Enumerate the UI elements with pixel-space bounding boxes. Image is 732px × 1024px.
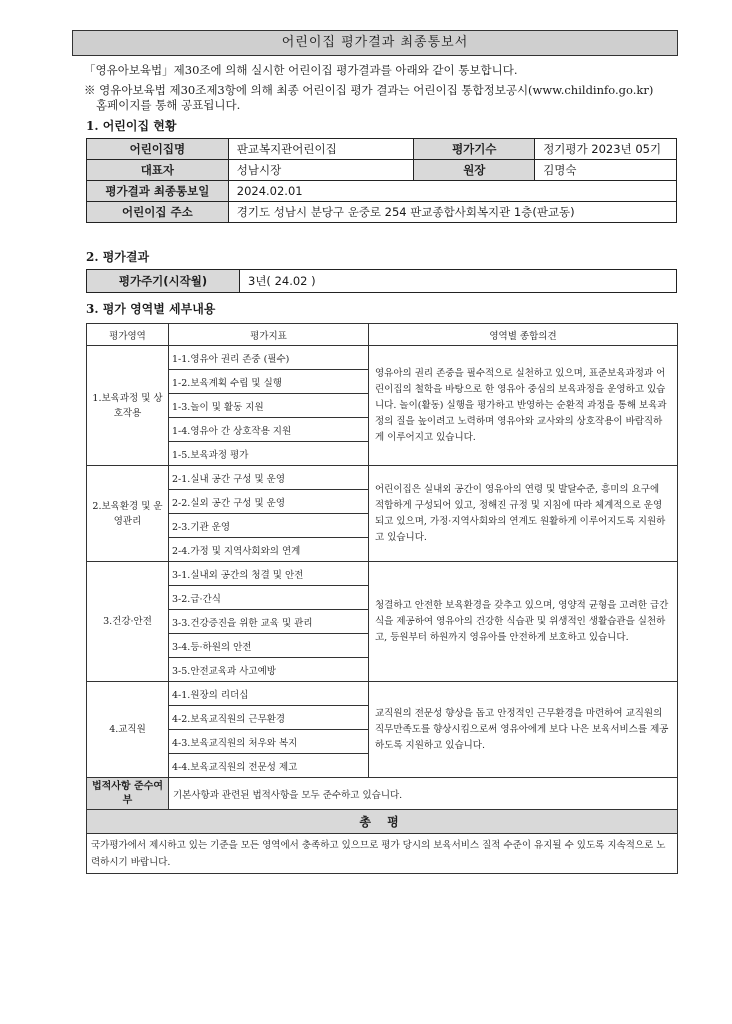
header-area: 평가영역 xyxy=(87,324,169,346)
area-opinion: 교직원의 전문성 향상을 돕고 안정적인 근무환경을 마련하여 교직원의 직무만족도를 향상시킴으로써 영유아에게 보다 나은 보육서비스를 제공하도록 지원하고 있습니다. xyxy=(369,682,678,778)
value-representative: 성남시장 xyxy=(228,160,414,181)
area-name: 3.건강·안전 xyxy=(87,562,169,682)
eval-cycle-table xyxy=(86,269,677,293)
indicator-item: 3-4.등·하원의 안전 xyxy=(169,634,369,658)
label-eval-cycle: 평가주기(시작월) xyxy=(87,270,240,293)
indicator-item: 4-3.보육교직원의 처우와 복지 xyxy=(169,730,369,754)
indicator-item: 4-4.보육교직원의 전문성 제고 xyxy=(169,754,369,778)
indicator-item: 1-5.보육과정 평가 xyxy=(169,442,369,466)
value-eval-cycle: 3년( 24.02 ) xyxy=(240,270,677,293)
area-name: 1.보육과정 및 상호작용 xyxy=(87,346,169,466)
document-title: 어린이집 평가결과 최종통보서 xyxy=(72,30,678,56)
area-detail-table xyxy=(86,323,678,874)
area-opinion: 청결하고 안전한 보육환경을 갖추고 있으며, 영양적 균형을 고려한 급간식을 제공하여 영유아의 건강한 식습관 및 위생적인 생활습관을 실천하고, 등원부터 하원까지 영유아를 안전하게 보호하고 있습니다. xyxy=(369,562,678,682)
area-name: 4.교직원 xyxy=(87,682,169,778)
indicator-item: 3-2.급·간식 xyxy=(169,586,369,610)
indicator-item: 1-3.놀이 및 활동 지원 xyxy=(169,394,369,418)
area-opinion: 어린이집은 실내외 공간이 영유아의 연령 및 발달수준, 흥미의 요구에 적합하게 구성되어 있고, 정해진 규정 및 지침에 따라 체계적으로 운영되고 있으며, 가정·지역사회와의 연계도 원활하게 이루어지도록 지원하고 있습니다. xyxy=(369,466,678,562)
header-indicator: 평가지표 xyxy=(169,324,369,346)
facility-info-table xyxy=(86,138,677,223)
indicator-item: 2-1.실내 공간 구성 및 운영 xyxy=(169,466,369,490)
section-3-heading: 3. 평가 영역별 세부내용 xyxy=(86,302,216,316)
label-director: 원장 xyxy=(414,160,535,181)
label-eval-round: 평가기수 xyxy=(414,139,535,160)
label-representative: 대표자 xyxy=(87,160,229,181)
indicator-item: 4-2.보육교직원의 근무환경 xyxy=(169,706,369,730)
summary-heading: 총 평 xyxy=(87,810,678,834)
indicator-item: 1-1.영유아 권리 존중 (필수) xyxy=(169,346,369,370)
value-director: 김명숙 xyxy=(535,160,677,181)
indicator-item: 3-5.안전교육과 사고예방 xyxy=(169,658,369,682)
value-notice-date: 2024.02.01 xyxy=(228,181,676,202)
intro-line-3: 홈페이지를 통해 공표됩니다. xyxy=(96,98,241,112)
value-eval-round: 정기평가 2023년 05기 xyxy=(535,139,677,160)
indicator-item: 3-3.건강증진을 위한 교육 및 관리 xyxy=(169,610,369,634)
intro-line-2: ※ 영유아보육법 제30조제3항에 의해 최종 어린이집 평가 결과는 어린이집 통합정보공시(www.childinfo.go.kr) xyxy=(84,83,654,97)
indicator-item: 2-2.실외 공간 구성 및 운영 xyxy=(169,490,369,514)
indicator-item: 4-1.원장의 리더십 xyxy=(169,682,369,706)
section-2-heading: 2. 평가결과 xyxy=(86,250,150,264)
value-facility-name: 판교복지관어린이집 xyxy=(228,139,414,160)
header-opinion: 영역별 종합의견 xyxy=(369,324,678,346)
indicator-item: 1-2.보육계획 수립 및 실행 xyxy=(169,370,369,394)
value-address: 경기도 성남시 분당구 운중로 254 판교종합사회복지관 1층(판교동) xyxy=(228,202,676,223)
indicator-item: 1-4.영유아 간 상호작용 지원 xyxy=(169,418,369,442)
label-address: 어린이집 주소 xyxy=(87,202,229,223)
summary-text: 국가평가에서 제시하고 있는 기준을 모든 영역에서 충족하고 있으므로 평가 당시의 보육서비스 질적 수준이 유지될 수 있도록 지속적으로 노력하시기 바랍니다. xyxy=(87,834,678,874)
section-1-heading: 1. 어린이집 현황 xyxy=(86,119,177,133)
indicator-item: 3-1.실내외 공간의 청결 및 안전 xyxy=(169,562,369,586)
area-name: 2.보육환경 및 운영관리 xyxy=(87,466,169,562)
label-legal-compliance: 법적사항 준수여부 xyxy=(87,778,169,810)
value-legal-compliance: 기본사항과 관련된 법적사항을 모두 준수하고 있습니다. xyxy=(169,778,678,810)
intro-line-1: 「영유아보육법」제30조에 의해 실시한 어린이집 평가결과를 아래와 같이 통보합니다. xyxy=(84,63,518,77)
indicator-item: 2-3.기관 운영 xyxy=(169,514,369,538)
label-notice-date: 평가결과 최종통보일 xyxy=(87,181,229,202)
area-opinion: 영유아의 권리 존중을 필수적으로 실천하고 있으며, 표준보육과정과 어린이집의 철학을 바탕으로 한 영유아 중심의 보육과정을 운영하고 있습니다. 놀이(활동) 실행을 평가하고 반영하는 순환적 과정을 통해 보육과정의 질을 높이려고 노력하며 영유아와 교사와의 상호작용이 바람직하게 이루어지고 있습니다. xyxy=(369,346,678,466)
label-facility-name: 어린이집명 xyxy=(87,139,229,160)
indicator-item: 2-4.가정 및 지역사회와의 연계 xyxy=(169,538,369,562)
